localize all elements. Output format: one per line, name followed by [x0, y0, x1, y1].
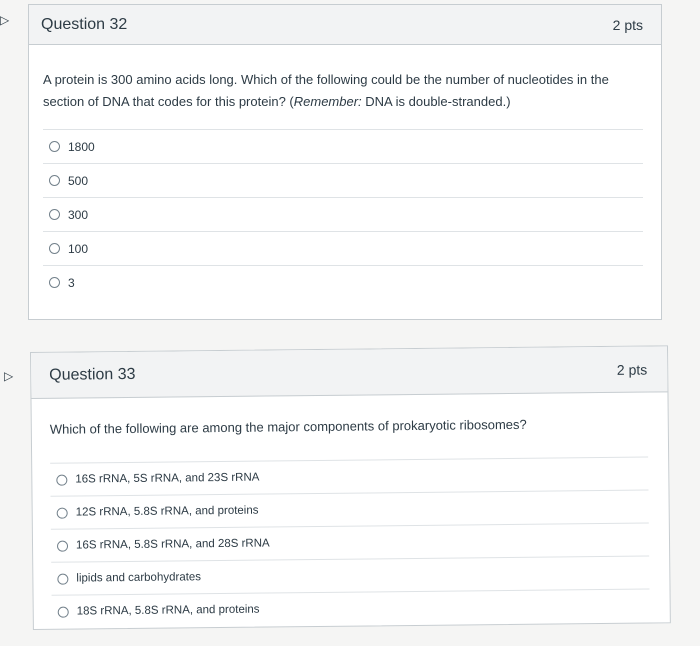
answer-option[interactable] [43, 231, 643, 265]
answer-label: 500 [68, 173, 89, 188]
answer-label: 3 [68, 275, 75, 290]
radio-button[interactable] [57, 573, 68, 584]
radio-button[interactable] [49, 277, 60, 288]
answer-label: lipids and carbohydrates [76, 571, 202, 585]
question-text-emphasis: Remember: [293, 94, 362, 109]
radio-button[interactable] [49, 243, 60, 254]
question-flag-icon[interactable]: ▷ [0, 13, 10, 27]
answer-list [32, 456, 670, 628]
answer-label: 12S rRNA, 5.8S rRNA, and proteins [75, 504, 259, 519]
radio-button[interactable] [56, 474, 67, 485]
answer-label: 16S rRNA, 5.8S rRNA, and 28S rRNA [75, 537, 270, 552]
answer-option[interactable] [43, 129, 643, 163]
question-title: Question 32 [41, 15, 128, 33]
answer-option[interactable] [52, 589, 650, 628]
answer-option[interactable] [43, 265, 643, 299]
question-text: Which of the following are among the major components of prokaryotic ribosomes? [49, 416, 527, 437]
question-title: Question 33 [49, 365, 136, 384]
answer-label: 100 [68, 241, 89, 256]
question-points: 2 pts [616, 361, 648, 378]
question-text-part: DNA is double-stranded.) [361, 94, 511, 109]
radio-button[interactable] [57, 507, 68, 518]
answer-label: 300 [68, 207, 89, 222]
question-header [31, 346, 667, 399]
answer-list [29, 129, 661, 299]
radio-button[interactable] [49, 209, 60, 220]
answer-label: 18S rRNA, 5.8S rRNA, and proteins [76, 603, 260, 618]
radio-button[interactable] [58, 606, 69, 617]
question-text-part: A protein is 300 amino acids long. Which of the following could be the number of nucleotides in the section of DNA that codes for this protein? ( [43, 72, 609, 109]
question-card [30, 345, 671, 630]
radio-button[interactable] [57, 540, 68, 551]
answer-label: 16S rRNA, 5S rRNA, and 23S rRNA [75, 471, 260, 486]
question-points: 2 pts [612, 16, 643, 33]
question-card [28, 4, 662, 320]
radio-button[interactable] [49, 141, 60, 152]
question-header [29, 5, 661, 45]
question-flag-icon[interactable]: ▷ [4, 369, 14, 383]
answer-option[interactable] [43, 163, 643, 197]
answer-option[interactable] [43, 197, 643, 231]
answer-label: 1800 [68, 139, 95, 154]
radio-button[interactable] [49, 175, 60, 186]
question-text [29, 45, 661, 113]
